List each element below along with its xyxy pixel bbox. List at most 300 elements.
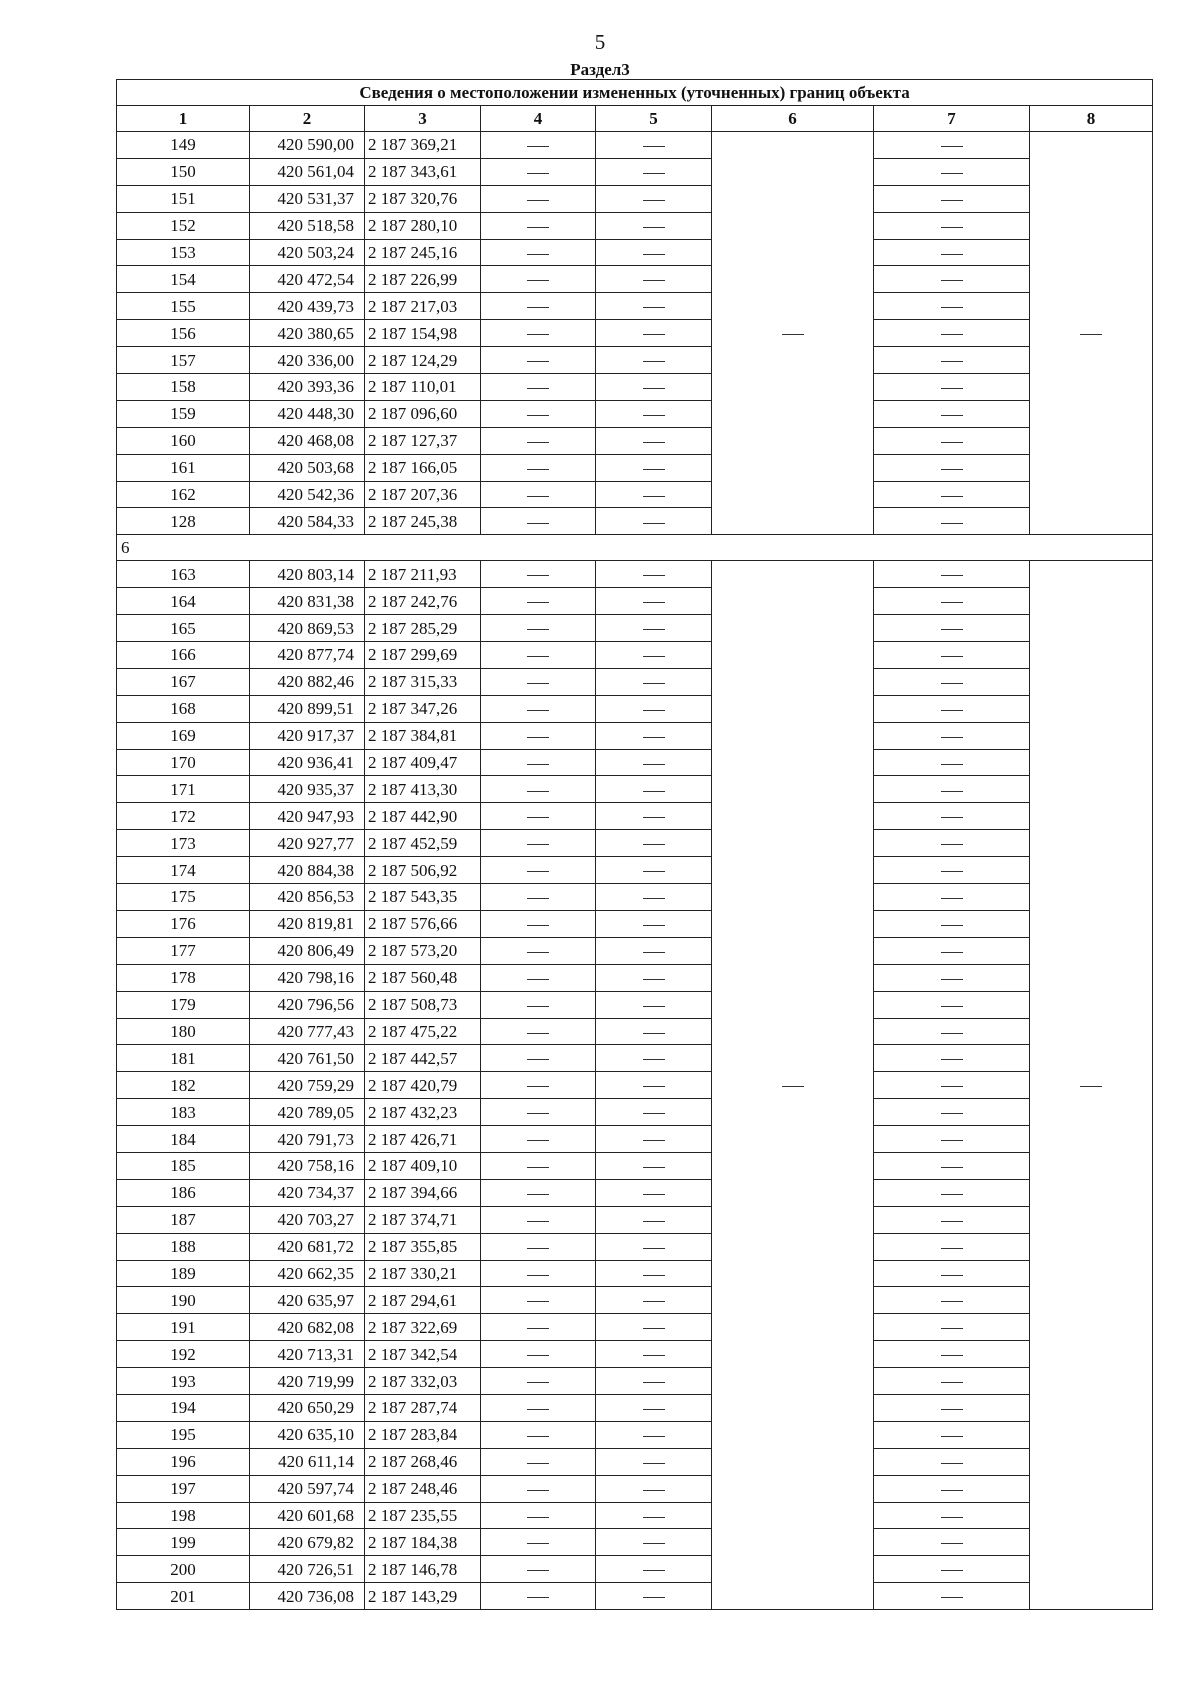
- dash-mark: [643, 1409, 665, 1410]
- dash-mark: [527, 361, 549, 362]
- dash-mark: [527, 764, 549, 765]
- coordinate-x: 420 719,99: [250, 1368, 365, 1395]
- empty-value-cell: [874, 588, 1030, 615]
- point-number: 195: [117, 1421, 250, 1448]
- dash-mark: [527, 629, 549, 630]
- dash-mark: [643, 334, 665, 335]
- empty-value-cell: [874, 132, 1030, 159]
- empty-value-cell: [874, 937, 1030, 964]
- point-number: 182: [117, 1072, 250, 1099]
- dash-mark: [643, 710, 665, 711]
- coordinate-x: 420 869,53: [250, 615, 365, 642]
- dash-mark: [643, 1490, 665, 1491]
- dash-mark: [527, 415, 549, 416]
- table-row: [117, 508, 1153, 535]
- dash-mark: [527, 871, 549, 872]
- empty-value-cell: [481, 749, 596, 776]
- point-number: 170: [117, 749, 250, 776]
- point-number: 159: [117, 400, 250, 427]
- table-row: [117, 749, 1153, 776]
- coordinate-y: 2 187 245,16: [365, 239, 481, 266]
- dash-mark: [1080, 1086, 1102, 1087]
- dash-mark: [643, 817, 665, 818]
- empty-value-cell: [481, 212, 596, 239]
- point-number: 174: [117, 857, 250, 884]
- point-number: 191: [117, 1314, 250, 1341]
- table-row: [117, 695, 1153, 722]
- empty-value-cell: [874, 1072, 1030, 1099]
- dash-mark: [643, 173, 665, 174]
- dash-mark: [643, 791, 665, 792]
- dash-mark: [643, 469, 665, 470]
- empty-value-cell: [874, 1260, 1030, 1287]
- empty-value-cell: [481, 1045, 596, 1072]
- dash-mark: [941, 1597, 963, 1598]
- point-number: 183: [117, 1099, 250, 1126]
- empty-value-cell: [874, 400, 1030, 427]
- coordinate-x: 420 682,08: [250, 1314, 365, 1341]
- table-row: [117, 427, 1153, 454]
- coordinate-x: 420 759,29: [250, 1072, 365, 1099]
- empty-value-cell: [596, 1045, 712, 1072]
- dash-mark: [941, 1194, 963, 1195]
- coordinate-x: 420 798,16: [250, 964, 365, 991]
- empty-value-cell: [481, 1368, 596, 1395]
- empty-value-cell: [596, 1260, 712, 1287]
- table-row: [117, 293, 1153, 320]
- point-number: 162: [117, 481, 250, 508]
- coordinate-x: 420 703,27: [250, 1206, 365, 1233]
- dash-mark: [643, 227, 665, 228]
- dash-mark: [643, 1275, 665, 1276]
- point-number: 198: [117, 1502, 250, 1529]
- coordinate-y: 2 187 508,73: [365, 991, 481, 1018]
- dash-mark: [643, 1248, 665, 1249]
- dash-mark: [941, 1167, 963, 1168]
- empty-value-cell: [481, 695, 596, 722]
- coordinate-x: 420 789,05: [250, 1099, 365, 1126]
- point-number: 152: [117, 212, 250, 239]
- table-row: [117, 1341, 1153, 1368]
- coordinate-y: 2 187 299,69: [365, 642, 481, 669]
- point-number: 158: [117, 374, 250, 401]
- table-row: [117, 400, 1153, 427]
- empty-value-cell: [874, 776, 1030, 803]
- empty-value-cell: [874, 1583, 1030, 1610]
- empty-value-cell: [481, 266, 596, 293]
- dash-mark: [643, 388, 665, 389]
- coordinate-x: 420 503,24: [250, 239, 365, 266]
- dash-mark: [643, 1328, 665, 1329]
- coordinate-y: 2 187 154,98: [365, 320, 481, 347]
- table-row: [117, 910, 1153, 937]
- empty-value-cell: [874, 1368, 1030, 1395]
- point-number: 178: [117, 964, 250, 991]
- empty-value-cell: [596, 266, 712, 293]
- page-number: 5: [594, 30, 606, 54]
- coordinate-y: 2 187 355,85: [365, 1233, 481, 1260]
- dash-mark: [643, 415, 665, 416]
- point-number: 197: [117, 1475, 250, 1502]
- point-number: 185: [117, 1152, 250, 1179]
- dash-mark: [643, 442, 665, 443]
- column-header: 8: [1030, 106, 1153, 132]
- table-row: [117, 1206, 1153, 1233]
- empty-value-cell: [596, 588, 712, 615]
- empty-value-cell: [481, 668, 596, 695]
- dash-mark: [527, 656, 549, 657]
- point-number: 200: [117, 1556, 250, 1583]
- header-row: [117, 106, 1153, 132]
- table-row: [117, 1018, 1153, 1045]
- dash-mark: [527, 710, 549, 711]
- coordinate-x: 420 935,37: [250, 776, 365, 803]
- empty-value-cell: [874, 427, 1030, 454]
- coordinate-y: 2 187 146,78: [365, 1556, 481, 1583]
- point-number: 199: [117, 1529, 250, 1556]
- dash-mark: [527, 1275, 549, 1276]
- empty-value-cell: [874, 1421, 1030, 1448]
- dash-mark: [527, 173, 549, 174]
- coordinate-x: 420 601,68: [250, 1502, 365, 1529]
- coordinate-x: 420 947,93: [250, 803, 365, 830]
- column-header: 7: [874, 106, 1030, 132]
- empty-value-cell: [712, 132, 874, 535]
- dash-mark: [643, 925, 665, 926]
- empty-value-cell: [596, 293, 712, 320]
- empty-value-cell: [874, 749, 1030, 776]
- empty-value-cell: [481, 158, 596, 185]
- empty-value-cell: [481, 293, 596, 320]
- dash-mark: [527, 898, 549, 899]
- dash-mark: [941, 469, 963, 470]
- column-header: 5: [596, 106, 712, 132]
- dash-mark: [941, 1328, 963, 1329]
- dash-mark: [527, 388, 549, 389]
- coordinate-y: 2 187 242,76: [365, 588, 481, 615]
- dash-mark: [527, 925, 549, 926]
- empty-value-cell: [481, 185, 596, 212]
- coordinate-y: 2 187 226,99: [365, 266, 481, 293]
- coordinate-x: 420 796,56: [250, 991, 365, 1018]
- dash-mark: [941, 1355, 963, 1356]
- coordinate-y: 2 187 110,01: [365, 374, 481, 401]
- empty-value-cell: [596, 1287, 712, 1314]
- dash-mark: [527, 334, 549, 335]
- empty-value-cell: [481, 830, 596, 857]
- table-row: [117, 615, 1153, 642]
- empty-value-cell: [874, 615, 1030, 642]
- dash-mark: [527, 227, 549, 228]
- empty-value-cell: [596, 454, 712, 481]
- table-row: [117, 1475, 1153, 1502]
- point-number: 164: [117, 588, 250, 615]
- dash-mark: [941, 1301, 963, 1302]
- empty-value-cell: [596, 776, 712, 803]
- dash-mark: [782, 334, 804, 335]
- empty-value-cell: [596, 158, 712, 185]
- dash-mark: [941, 523, 963, 524]
- dash-mark: [527, 791, 549, 792]
- empty-value-cell: [874, 1099, 1030, 1126]
- empty-value-cell: [874, 561, 1030, 588]
- point-number: 153: [117, 239, 250, 266]
- coordinate-y: 2 187 560,48: [365, 964, 481, 991]
- point-number: 157: [117, 347, 250, 374]
- dash-mark: [643, 1006, 665, 1007]
- column-header: 4: [481, 106, 596, 132]
- point-number: 172: [117, 803, 250, 830]
- table-row: [117, 668, 1153, 695]
- coordinate-y: 2 187 143,29: [365, 1583, 481, 1610]
- table-row: [117, 1152, 1153, 1179]
- empty-value-cell: [596, 749, 712, 776]
- dash-mark: [941, 844, 963, 845]
- table-row: [117, 1394, 1153, 1421]
- empty-value-cell: [596, 400, 712, 427]
- dash-mark: [643, 1382, 665, 1383]
- table-row: [117, 158, 1153, 185]
- table-row: [117, 266, 1153, 293]
- dash-mark: [941, 1140, 963, 1141]
- empty-value-cell: [596, 239, 712, 266]
- dash-mark: [527, 575, 549, 576]
- dash-mark: [527, 1463, 549, 1464]
- empty-value-cell: [874, 1475, 1030, 1502]
- empty-value-cell: [874, 1556, 1030, 1583]
- coordinate-y: 2 187 248,46: [365, 1475, 481, 1502]
- empty-value-cell: [596, 374, 712, 401]
- coordinate-x: 420 439,73: [250, 293, 365, 320]
- empty-value-cell: [481, 1421, 596, 1448]
- dash-mark: [643, 871, 665, 872]
- point-number: 166: [117, 642, 250, 669]
- table-row: [117, 642, 1153, 669]
- dash-mark: [941, 254, 963, 255]
- dash-mark: [527, 1194, 549, 1195]
- dash-mark: [941, 629, 963, 630]
- dash-mark: [643, 1597, 665, 1598]
- table-row: [117, 1529, 1153, 1556]
- point-number: 190: [117, 1287, 250, 1314]
- coordinate-y: 2 187 315,33: [365, 668, 481, 695]
- empty-value-cell: [874, 722, 1030, 749]
- empty-value-cell: [596, 830, 712, 857]
- empty-value-cell: [481, 1179, 596, 1206]
- coordinate-y: 2 187 322,69: [365, 1314, 481, 1341]
- coordinate-y: 2 187 347,26: [365, 695, 481, 722]
- point-number: 180: [117, 1018, 250, 1045]
- dash-mark: [941, 575, 963, 576]
- empty-value-cell: [481, 1341, 596, 1368]
- dash-mark: [941, 952, 963, 953]
- coordinate-x: 420 472,54: [250, 266, 365, 293]
- point-number: 188: [117, 1233, 250, 1260]
- table-row: [117, 1583, 1153, 1610]
- empty-value-cell: [596, 1233, 712, 1260]
- dash-mark: [643, 952, 665, 953]
- dash-mark: [643, 1221, 665, 1222]
- table-row: [117, 1314, 1153, 1341]
- coordinate-y: 2 187 287,74: [365, 1394, 481, 1421]
- dash-mark: [941, 280, 963, 281]
- coordinate-y: 2 187 369,21: [365, 132, 481, 159]
- empty-value-cell: [596, 427, 712, 454]
- coordinate-x: 420 635,97: [250, 1287, 365, 1314]
- dash-mark: [527, 952, 549, 953]
- empty-value-cell: [481, 937, 596, 964]
- coordinate-y: 2 187 285,29: [365, 615, 481, 642]
- empty-value-cell: [596, 991, 712, 1018]
- dash-mark: [643, 200, 665, 201]
- empty-value-cell: [874, 1502, 1030, 1529]
- dash-mark: [941, 1517, 963, 1518]
- empty-value-cell: [596, 642, 712, 669]
- empty-value-cell: [874, 695, 1030, 722]
- coordinate-x: 420 736,08: [250, 1583, 365, 1610]
- empty-value-cell: [481, 884, 596, 911]
- dash-mark: [941, 1221, 963, 1222]
- table-row: [117, 1421, 1153, 1448]
- empty-value-cell: [874, 185, 1030, 212]
- empty-value-cell: [596, 185, 712, 212]
- empty-value-cell: [874, 830, 1030, 857]
- dash-mark: [941, 1436, 963, 1437]
- table-row: [117, 1072, 1153, 1099]
- empty-value-cell: [596, 1072, 712, 1099]
- point-number: 184: [117, 1126, 250, 1153]
- table-row: [117, 454, 1153, 481]
- table-row: [117, 239, 1153, 266]
- dash-mark: [941, 1006, 963, 1007]
- coordinate-y: 2 187 245,38: [365, 508, 481, 535]
- dash-mark: [527, 523, 549, 524]
- dash-mark: [527, 1382, 549, 1383]
- empty-value-cell: [874, 964, 1030, 991]
- dash-mark: [941, 683, 963, 684]
- dash-mark: [527, 1167, 549, 1168]
- point-number: 192: [117, 1341, 250, 1368]
- empty-value-cell: [481, 508, 596, 535]
- coordinate-x: 420 791,73: [250, 1126, 365, 1153]
- empty-value-cell: [481, 1583, 596, 1610]
- dash-mark: [643, 1301, 665, 1302]
- coordinate-x: 420 917,37: [250, 722, 365, 749]
- table-row: [117, 964, 1153, 991]
- empty-value-cell: [874, 266, 1030, 293]
- point-number: 150: [117, 158, 250, 185]
- dash-mark: [527, 737, 549, 738]
- coordinate-y: 2 187 409,10: [365, 1152, 481, 1179]
- empty-value-cell: [712, 561, 874, 1610]
- coordinate-x: 420 899,51: [250, 695, 365, 722]
- empty-value-cell: [596, 1018, 712, 1045]
- dash-mark: [941, 710, 963, 711]
- point-number: 128: [117, 508, 250, 535]
- table-row: [117, 320, 1153, 347]
- boundary-coordinates-table: [116, 79, 1153, 1610]
- point-number: 165: [117, 615, 250, 642]
- coordinate-y: 2 187 127,37: [365, 427, 481, 454]
- empty-value-cell: [874, 481, 1030, 508]
- dash-mark: [941, 1463, 963, 1464]
- point-number: 167: [117, 668, 250, 695]
- dash-mark: [941, 227, 963, 228]
- empty-value-cell: [874, 374, 1030, 401]
- dash-mark: [643, 146, 665, 147]
- dash-mark: [527, 146, 549, 147]
- point-number: 189: [117, 1260, 250, 1287]
- empty-value-cell: [481, 1072, 596, 1099]
- table-row: [117, 561, 1153, 588]
- dash-mark: [527, 1301, 549, 1302]
- empty-value-cell: [596, 1502, 712, 1529]
- dash-mark: [527, 1328, 549, 1329]
- empty-value-cell: [874, 1179, 1030, 1206]
- table-row: [117, 1368, 1153, 1395]
- dash-mark: [941, 602, 963, 603]
- column-header: 3: [365, 106, 481, 132]
- coordinate-y: 2 187 330,21: [365, 1260, 481, 1287]
- dash-mark: [643, 898, 665, 899]
- coordinate-x: 420 468,08: [250, 427, 365, 454]
- coordinate-y: 2 187 124,29: [365, 347, 481, 374]
- empty-value-cell: [874, 991, 1030, 1018]
- dash-mark: [527, 1355, 549, 1356]
- dash-mark: [527, 1059, 549, 1060]
- empty-value-cell: [481, 615, 596, 642]
- dash-mark: [643, 1033, 665, 1034]
- empty-value-cell: [874, 1206, 1030, 1233]
- empty-value-cell: [596, 937, 712, 964]
- point-number: 156: [117, 320, 250, 347]
- empty-value-cell: [874, 1126, 1030, 1153]
- table-row: [117, 857, 1153, 884]
- coordinate-x: 420 936,41: [250, 749, 365, 776]
- empty-value-cell: [481, 1287, 596, 1314]
- coordinate-y: 2 187 432,23: [365, 1099, 481, 1126]
- empty-value-cell: [874, 1529, 1030, 1556]
- dash-mark: [643, 1463, 665, 1464]
- dash-mark: [782, 1086, 804, 1087]
- empty-value-cell: [481, 1233, 596, 1260]
- table-row: [117, 830, 1153, 857]
- coordinate-x: 420 713,31: [250, 1341, 365, 1368]
- coordinate-y: 2 187 294,61: [365, 1287, 481, 1314]
- table-row: [117, 1045, 1153, 1072]
- empty-value-cell: [874, 158, 1030, 185]
- coordinate-y: 2 187 320,76: [365, 185, 481, 212]
- empty-value-cell: [481, 320, 596, 347]
- point-number: 186: [117, 1179, 250, 1206]
- dash-mark: [527, 1517, 549, 1518]
- dash-mark: [643, 656, 665, 657]
- empty-value-cell: [481, 1260, 596, 1287]
- table-row: [117, 937, 1153, 964]
- empty-value-cell: [874, 857, 1030, 884]
- point-number: 151: [117, 185, 250, 212]
- dash-mark: [643, 496, 665, 497]
- dash-mark: [643, 602, 665, 603]
- empty-value-cell: [874, 320, 1030, 347]
- empty-value-cell: [481, 1448, 596, 1475]
- dash-mark: [527, 469, 549, 470]
- coordinate-y: 2 187 426,71: [365, 1126, 481, 1153]
- coordinate-x: 420 819,81: [250, 910, 365, 937]
- coordinate-y: 2 187 442,90: [365, 803, 481, 830]
- empty-value-cell: [481, 239, 596, 266]
- dash-mark: [527, 602, 549, 603]
